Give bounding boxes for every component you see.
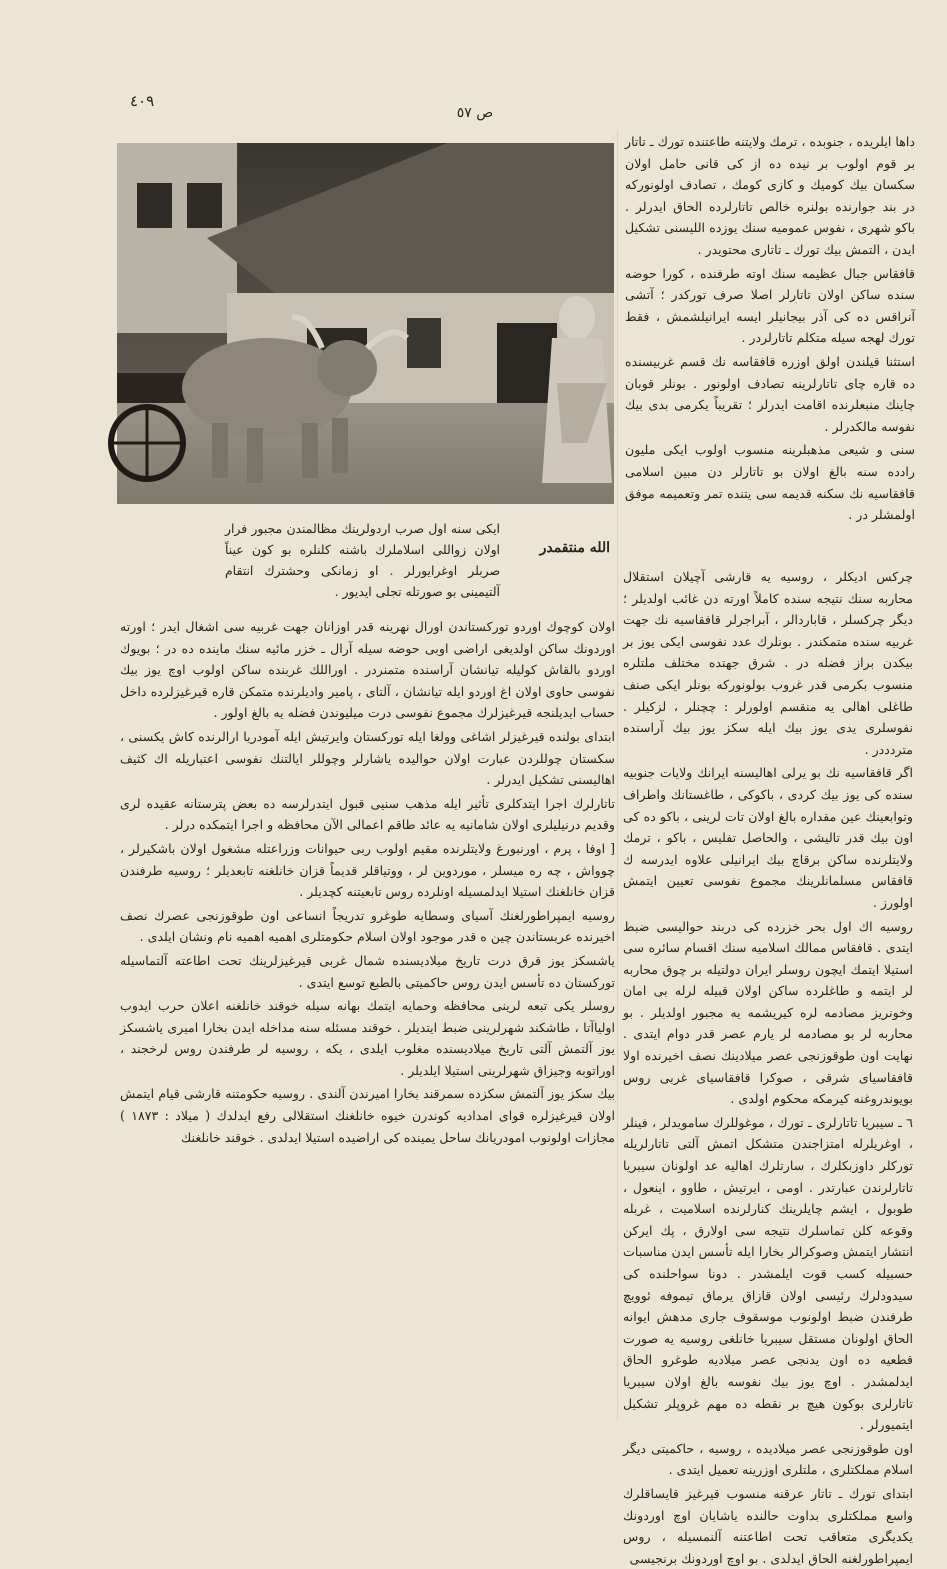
street-photo [117, 143, 614, 504]
paragraph: [ اوفا ، پرم ، اورنبورغ ولایتلرنده مقیم اولوب ربی حیوانات وزراعتله مشغول اولان باشکیرلر ، چوواش ، چه ره میسلر ، موردوین لر ، ووتیاقلر قدیماً قزان خانلغنه تابعدیلر ؛ روسیه طرفندن قزان خانلغنك استیلا ایدلمسیله اونلرده روس تابعیتنه کچدیلر . [120, 840, 615, 900]
article-column-right-top [625, 131, 915, 536]
paragraph: روسیه اك اول بحر خزرده کی دربند حوالیسی ضبط ایتدی . قافقاس ممالك اسلامیه سنك اقسام سائره سی استیلا ایتمك ایچون روسلر ایران دولتیله بر چوق محاربه لر ایتمه و طاغلرده ساکن اولان قبیله لرله بی امان وخونریز مصادمه لره کیریشمه یه مجبور اولدیلر . بو محاربه لر بو مصادمه لر یارم عصر قدر دوام ایتدی . نهایت اون طوقوزنجی عصر میلادینك نصف اخیرنده اولا قافقاسیای شرقی ، صوکرا قافقاسیای غربی روس بویوندروغنه کیرمکه محکوم اولدی . [623, 918, 913, 1107]
paragraph: بیك سکز یوز آلتمش سکزده سمرقند بخارا امیرندن آلندی . روسیه حکومتنه قارشی قیام ایتمش اولان قیرغیزلره قوای امدادیه کوندرن خیوه خانلغنك استقلالی رفع ایدلدك ( میلاد : ١٨٧٣ ) مجازات اولونوب امودریانك ساحل یمینده کی اراضیده استیلا ایدلدی . خوقند خانلغنك [120, 1086, 615, 1145]
photo-caption: ایکی سنه اول صرب اردولرینك مظالمندن مجبور فرار اولان زواللی اسلاملرك باشنه کلنلره بو کون عیناً صربلر اوغرایورلر . او زمانکی وحشترك انتقام آلتیمینی بو صورتله تجلی ایدیور . [225, 521, 500, 599]
paragraph: روسلر یکی تبعه لرینی محافظه وحمایه ایتمك بهانه سیله خوقند خانلغنه اعلان حرب ایدوب اولیاآتا ، طاشکند شهرلرینی ضبط ایتدیلر . خوقند مسئله سنه مداخله ایدن بخارا امیری یاشسکز یوز آلتمش آلتی تاریخ میلادیسنده مغلوب ایلدی ، یکه ، روسیه لر طرفندن روس لرخجند ، اوراتوبه وجیزاق شهرلرینی استیلا ایلدیلر . [120, 998, 615, 1078]
paragraph: اولان کوچوك اوردو تورکستاندن اورال نهرینه قدر اوزانان جهت غربیه سی اشغال ایدر ؛ اورته اوردونك ساکن اولدیغی اراضی اوبی حوضه سیله آرال ـ خزر مائیه سنك ماینده ده در ؛ بویوك اوردو بالقاش کولیله تیانشان آراسنده متمنردر . اوراللك غربنده ساکن اولوب اوچ یوز بیك نفوسی حاوی اولان اغ اوردو ایله تیانشان ، آلتای ، پامیر وادیلرنده متمکن قاره قیرغیزلرده داخل حساب ایدیلنجه قیرغیزلرك مجموع نفوسی درت میلیوندن فضله یه بالغ اولور . [120, 619, 615, 721]
paragraph: روسیه ایمپراطورلغنك آسیای وسطایه طوغرو تدریجاً انساعی اون طوقوزنجی عصرك نصف اخیرنده عربستاندن چین ه قدر موجود اولان اسلام حکومتلری اهمیه اهمیه نام ونشان ایلدی . [120, 907, 615, 945]
paragraph: قافقاس جبال عظیمه سنك اوته طرفنده ، کورا حوضه سنده ساکن اولان تاتارلر اصلا صرف تورکدر ؛ آتشی آنراقس ده کی آذر بیجانیلر ایسه ایرانیلشمش ، فقط تورك لهجه سیله متکلم تاتارلردر . [625, 265, 915, 346]
paragraph: سنی و شیعی مذهبلرینه منسوب اولوب ایکی ملیون رادده سنه بالغ اولان بو تاتارلر دن مبین اسلامی قافقاسیه نك سکنه قدیمه سی یتنده تمر وتعمیمه موفق اولمشلر در . [625, 442, 915, 523]
column-fold-shadow [617, 130, 618, 1420]
caption-label: الله منتقمدر [539, 540, 610, 556]
paragraph: تاتارلرك اجرا ایتدکلری تأثیر ایله مذهب سنیی قبول ایتدرلرسه ده بعض پترستانه عقیده لری وقدیم درنیلیلری اولان شامانیه یه عائد طاقم اعمالی الآن محافظه و اجرا ایتمکده درلر . [120, 795, 615, 833]
paragraph: اگر قافقاسیه نك بو یرلی اهالیسنه ایرانك ولایات جنوبیه سنده کی یوز بیك کردی ، باکوکی ، طاغستانك واطراف وتوابعینك عین مقداره بالغ اولان تات لرینی ، باکو ده کی اون بیك قدر تالیشی ، والحاصل تفلیس ، باکو ، ترمك ولایتلرنده ساکن برقاچ بیك ایرانیلی علاوه ایدرسه ك قافقاس مسلمانلرینك مجموع نفوسی تعیین ایتمش اولورز . [623, 765, 913, 910]
paragraph: استثنا قیلندن اولق اوزره قافقاسه نك قسم غربیسنده ده قاره چای تاتارلرینه تصادف اولونور . بونلر قوبان چاینك منبعلرنده اقامت ایدرلر ؛ تقریباً یکرمی بدی بیك نفوسه مالکدرلر . [625, 353, 915, 434]
article-column-left [120, 616, 615, 1426]
paragraph: داها ایلریده ، جنوبده ، ترمك ولایتنه طاعتنده تورك ـ تاتار بر قوم اولوب بر نیده ده از کی قانی حامل اولان سکسان بیك کومیك و کازی کومك ، تصادف اولونورکه در بند جوارنده بولنره خالص تاتارلرده الحاق ایدرلر . باکو شهری ، نفوس عمومیه سنك یوزده اللیسنی تشکیل ایدن ، التمش بیك تورك ـ تاتاری محتویدر . [625, 134, 915, 257]
paragraph: اون طوقوزنجی عصر میلادیده ، روسیه ، حاکمیتی دیگر اسلام مملکتلری ، ملتلری اوزرینه تعمیل ایتدی . [623, 1440, 913, 1478]
paragraph: ٦ ـ سیبریا تاتارلری ـ تورك ، موغوللرك سامویدلر ، فینلر ، اوغریلرله امتزاجندن متشکل اتمش آلتی تاتارلریله تورکلر داوزبکلرك ، سارتلرك اهالیه عد اولونان سیبریا تاتارلرندن عبارتدر . اومی ، ایرتیش ، طاوو ، اینعول ، طوبول ، ایشم چایلرینك کنارلرنده اسلامیت ، غربله وقوعه کلن تماسلرك نتیجه سی اولارق ، پك ایرکن انتشار ایتمش وصوکرالر بخارا ایله تأسس ایدن مناسبات حسبیله کسب قوت ایلمشدر . دونا سواحلنده کی سیدودلرك رئیسی اولان قازاق یرماق تیموفه ئوویچ طرفندن ضبط اولونوب موسقوف جاری مدهش ایوانه الحاق اولونان مستقل سیبریا خانلغی روسیه یه صورت قطعیه ده اون یدنجی عصر میلادیه طوغرو الحاق ایدلمشدر . اوچ یوز بیك نفوسه بالغ اولان سیبریا تاتارلری بوکون هیچ بر نقطه ده مهم غروپلر تشکیل ایتمیورلر . [623, 1114, 913, 1433]
running-title: ص ٥٧ [456, 105, 494, 121]
photo-illustration [117, 143, 614, 504]
paragraph: ابتدای بولنده قیرغیزلر اشاغی وولغا ایله تورکستان وایرتیش ایله آمودریا ارالرنده کاش یکسنی ، سکستان چوللردن عبارت اولان حوالیده یاشارلر وچوللر ایالتنك نفوسی اعتباریله اك کثیف اهالیسنی تشکیل ایدرلر . [120, 728, 615, 788]
paragraph: ابتدای تورك ـ تاتار عرقنه منسوب قیرغیز قایساقلرك واسع مملکتلری بداوت حالنده یاشایان اوچ اوردونك یکدیگری متعاقب تحت اطاعتنه آلنمسیله ، روس ایمپراطورلغنه الحاق ایدلدی . بو اوچ اوردونك برنجیسی [623, 1485, 913, 1566]
page-number: ٤٠٩ [130, 92, 155, 110]
paragraph: چرکس ادیکلر ، روسیه یه قارشی آچیلان استقلال محاربه سنك نتیجه سنده کاملاً اورته دن غائب اولدیلر ؛ دیگر چرکسلر ، قاباردالر ، آبراجرلر قافقاسیه نك جهت غربیه سنده متمکندر . بونلرك عدد نفوسی ایکی یوز بر بیکدن براز فضله در . شرق جهتده مختلف ملتلره منسوب بکرمی قدر غروب بولونورکه بونلر ایکی صنف طاغلی اهالی یه منقسم اولورلر : چچنلر ، لزکیلر . نفوسلری یدی یوز بیك ایله سکز یوز بیك آراسنده متردددر . [623, 569, 913, 757]
paragraph: یاشسکز یوز قرق درت تاریخ میلادیسنده شمال غربی قیرغیزلرینك تحت اطاعته آلتماسیله تورکستان ده تأسس ایدن روس حاکمیتی بالطبع توسع ایتدی . [120, 952, 615, 990]
article-column-right-bottom [623, 566, 913, 1566]
